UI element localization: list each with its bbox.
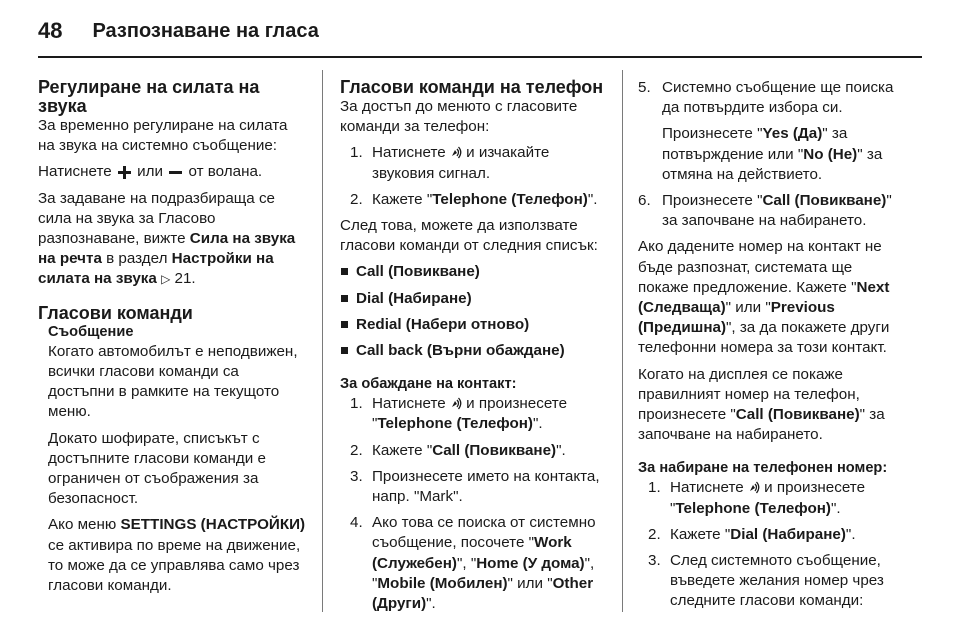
page-reference: 21. bbox=[174, 270, 196, 288]
plus-icon bbox=[118, 166, 131, 179]
command-item: Call (Повикване) bbox=[340, 262, 608, 282]
page-number: 48 bbox=[38, 18, 63, 43]
column-3 bbox=[638, 78, 906, 618]
paragraph: Когато автомобилът е неподвижен, всички гласови команди са достъпни в рамките на текущото меню. bbox=[48, 342, 298, 421]
list-item: 3. След системното съобщение, въведете желания номер чрез следните гласови команди: bbox=[648, 552, 884, 610]
paragraph: За задаване на подразбираща се сила на звука за Гласово разпознаване, вижте Сила на звука на речта в раздел Настройки на силата на звука ▷ 21. bbox=[38, 189, 306, 290]
list-item: 4. Ако това се поиска от системно съобщение, посочете "Work (Служебен)", "Home (У дома)", "Mobile (Мобилен)" или "Other (Други)". bbox=[350, 514, 596, 613]
list-item: 2. Кажете "Telephone (Телефон)". bbox=[350, 190, 598, 208]
column-1 bbox=[38, 78, 306, 602]
list-item: 1. Натиснете и произнесете "Telephone (Телефон)". bbox=[350, 395, 568, 433]
subheading-call-contact: За обаждане на контакт: bbox=[340, 376, 517, 393]
section-heading-phone-commands: Гласови команди на телефон bbox=[340, 77, 604, 97]
paragraph: Натиснете или от волана. bbox=[38, 163, 263, 181]
page-reference-icon: ▷ bbox=[161, 272, 171, 287]
access-steps bbox=[340, 143, 608, 210]
paragraph: За достъп до менюто с гласовите команди за телефон: bbox=[340, 98, 578, 136]
paragraph: Докато шофирате, списъкът с достъпните гласови команди е ограничен от съображения за безопасност. bbox=[48, 429, 266, 508]
paragraph: Ако меню SETTINGS (НАСТРОЙКИ) се активира по време на движение, то може да се управлява само чрез гласови команди. bbox=[48, 516, 306, 594]
list-item: 2. Кажете "Dial (Набиране)". bbox=[648, 525, 856, 543]
square-bullet-icon bbox=[341, 295, 348, 302]
command-list bbox=[340, 262, 608, 361]
bold-term: Настройки на силата на звука bbox=[38, 250, 274, 288]
list-item: 3. Произнесете името на контакта, напр. "Mark". bbox=[350, 467, 600, 506]
header-rule bbox=[38, 56, 922, 58]
square-bullet-icon bbox=[341, 347, 348, 354]
bold-term: SETTINGS (НАСТРОЙКИ) bbox=[120, 516, 306, 534]
column-divider-1 bbox=[322, 70, 323, 612]
minus-icon bbox=[169, 171, 182, 174]
list-item: 1. Натиснете и изчакайте звуковия сигнал. bbox=[350, 144, 550, 182]
paragraph: За временно регулиране на силата на звука на системно съобщение: bbox=[38, 117, 288, 155]
paragraph: След това, можете да използвате гласови команди от следния списък: bbox=[340, 217, 598, 255]
list-item: 6. Произнесете "Call (Повикване)" за започване на набирането. bbox=[638, 192, 892, 230]
subheading-message: Съобщение bbox=[48, 323, 134, 340]
list-item: 2. Кажете "Call (Повикване)". bbox=[350, 441, 566, 459]
square-bullet-icon bbox=[341, 321, 348, 328]
section-heading-voice-commands: Гласови команди bbox=[38, 302, 193, 323]
subheading-dial-number: За набиране на телефонен номер: bbox=[638, 460, 888, 477]
page-header bbox=[38, 14, 319, 48]
message-block bbox=[38, 323, 306, 596]
command-item: Call back (Върни обаждане) bbox=[340, 341, 608, 361]
paragraph: Когато на дисплея се покаже правилният номер на телефон, произнесете "Call (Повикване)" за започване на набирането. bbox=[638, 365, 885, 444]
command-item: Redial (Набери отново) bbox=[340, 315, 608, 335]
voice-recognition-icon bbox=[450, 146, 462, 160]
chapter-title: Разпознаване на гласа bbox=[92, 19, 319, 42]
section-heading-volume: Регулиране на силата на звука bbox=[38, 77, 260, 116]
paragraph: Ако дадените номер на контакт не бъде разпознат, системата ще покаже предложение. Кажете "Next (Следваща)" или "Previous (Предишна)", за да покажете други телефонни номера за този контакт. bbox=[638, 238, 890, 357]
column-divider-2 bbox=[622, 70, 623, 612]
column-2 bbox=[340, 78, 608, 620]
bold-term: Сила на звука на речта bbox=[38, 230, 296, 268]
call-contact-steps-continued bbox=[638, 78, 906, 231]
voice-recognition-icon bbox=[450, 397, 462, 411]
dial-steps bbox=[638, 478, 906, 611]
call-contact-steps bbox=[340, 394, 608, 614]
command-item: Dial (Набиране) bbox=[340, 289, 608, 309]
voice-recognition-icon bbox=[748, 481, 760, 495]
list-item: 5. Системно съобщение ще поиска да потвърдите избора си. Произнесете "Yes (Да)" за потвърждение или "No (Не)" за отмяна на действието. bbox=[638, 79, 894, 183]
square-bullet-icon bbox=[341, 268, 348, 275]
list-item: 1. Натиснете и произнесете "Telephone (Телефон)". bbox=[648, 479, 866, 517]
